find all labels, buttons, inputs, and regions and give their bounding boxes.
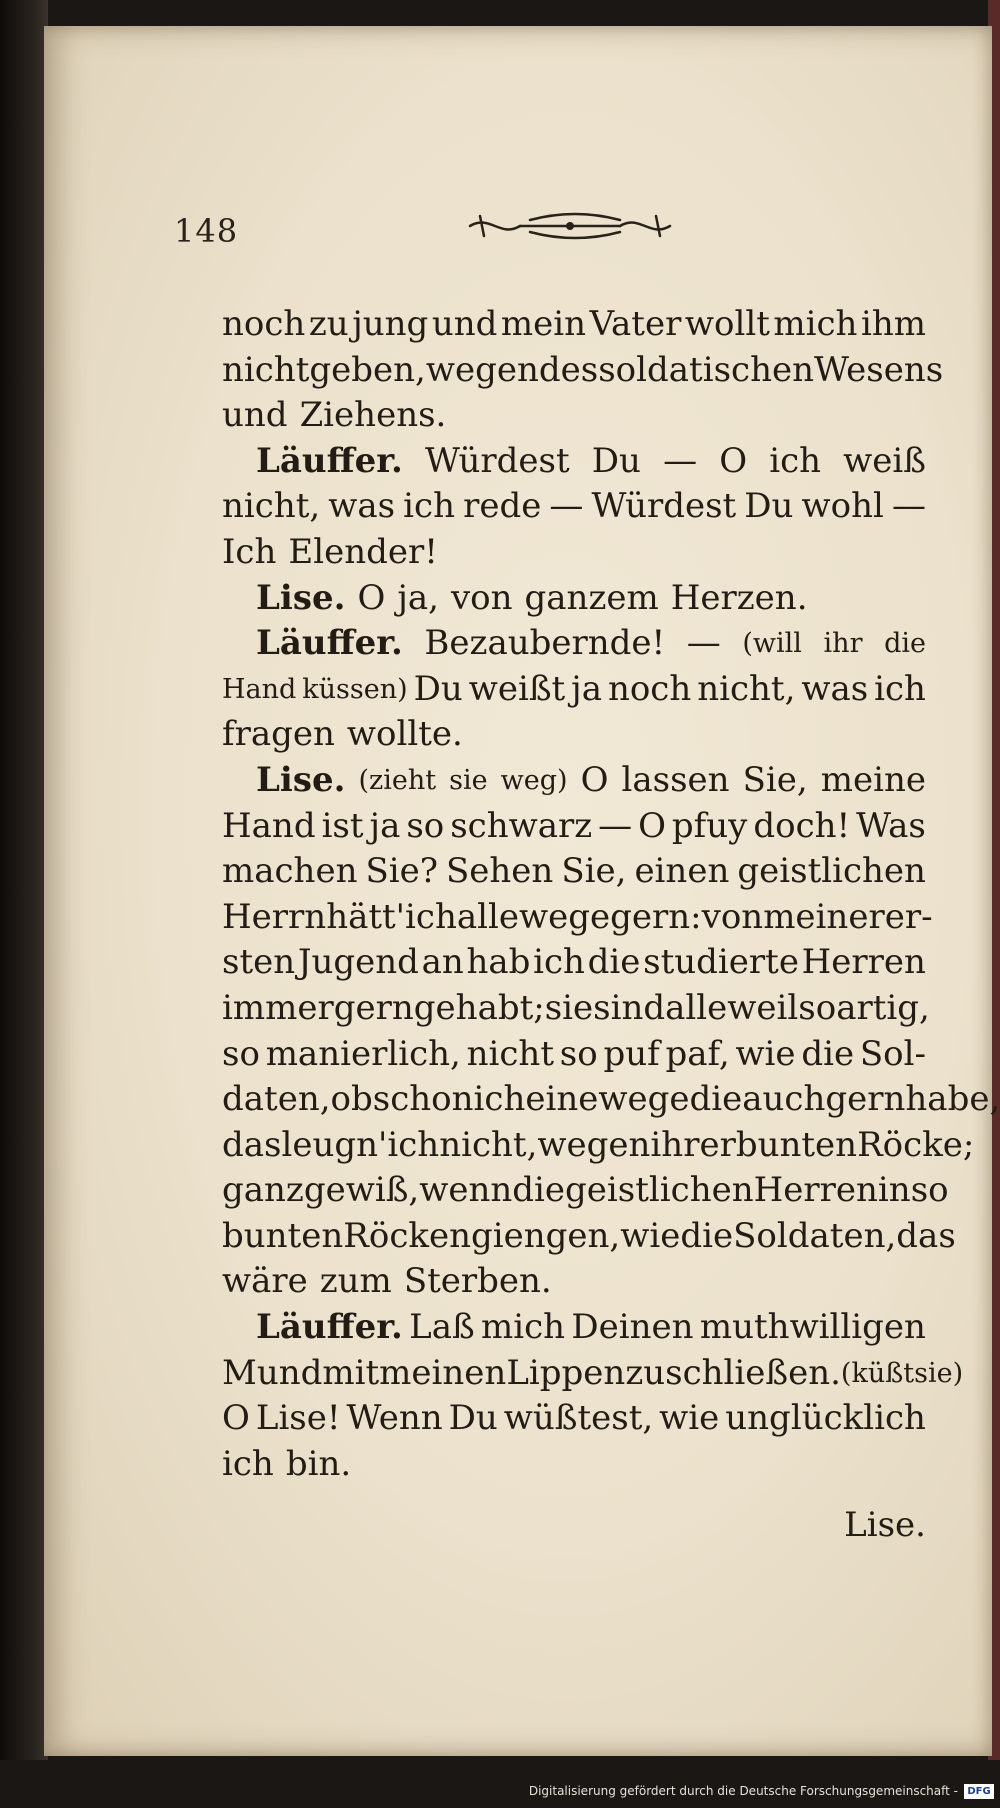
word: puf bbox=[603, 1033, 660, 1074]
text-line bbox=[222, 940, 926, 986]
word: wäre bbox=[222, 1261, 308, 1302]
word: Deinen bbox=[571, 1307, 694, 1348]
word: Lippen bbox=[506, 1352, 626, 1393]
word: Hand bbox=[222, 805, 316, 846]
word: Herren bbox=[801, 942, 926, 983]
word: daten, bbox=[222, 1079, 331, 1120]
word: O bbox=[638, 805, 666, 846]
word: wollt bbox=[684, 304, 770, 344]
text-line bbox=[222, 1077, 1000, 1123]
word: die bbox=[689, 1079, 743, 1120]
word: machen bbox=[222, 851, 358, 892]
word: — bbox=[663, 440, 698, 481]
word: Wenn bbox=[346, 1398, 443, 1439]
word: ich bbox=[405, 896, 457, 937]
word: er- bbox=[884, 896, 933, 937]
word: gern bbox=[333, 987, 414, 1028]
word: wollte. bbox=[346, 714, 463, 755]
word: von bbox=[701, 896, 764, 937]
word: (zieht bbox=[358, 764, 437, 796]
word: Hand bbox=[222, 673, 297, 705]
word: fragen bbox=[222, 714, 335, 755]
word: geistlichen bbox=[565, 1170, 754, 1211]
word: wegen bbox=[425, 349, 539, 390]
word: die bbox=[884, 628, 926, 660]
word: paf, bbox=[665, 1033, 730, 1074]
word: das bbox=[896, 1215, 956, 1256]
word: allewege bbox=[456, 896, 611, 937]
word: die bbox=[587, 942, 641, 983]
word: Würdest bbox=[591, 486, 737, 527]
word: wenn bbox=[419, 1170, 513, 1211]
word: noch bbox=[607, 668, 692, 709]
word: ich bbox=[473, 1079, 526, 1120]
word: manierlich, bbox=[265, 1033, 461, 1074]
word: giengen, bbox=[470, 1215, 621, 1256]
word: sind bbox=[593, 987, 666, 1028]
footer-credit: Digitalisierung gefördert durch die Deutsche Forschungsgemeinschaft - bbox=[528, 1784, 958, 1798]
catchword: Lise. bbox=[844, 1505, 926, 1546]
word: auch bbox=[742, 1079, 826, 1120]
word: ja, bbox=[397, 577, 439, 618]
word: sie bbox=[449, 764, 488, 796]
word: artig, bbox=[836, 987, 930, 1028]
text-line bbox=[222, 1214, 956, 1260]
text-line bbox=[222, 621, 926, 667]
word: studierte bbox=[643, 942, 799, 983]
word: unglücklich bbox=[725, 1398, 926, 1439]
word: jung bbox=[352, 304, 429, 344]
word: so bbox=[798, 987, 837, 1028]
catchword-line bbox=[222, 1503, 926, 1549]
word: Du bbox=[591, 440, 641, 481]
word: meine bbox=[820, 759, 926, 800]
word: Ziehens. bbox=[299, 395, 447, 436]
word: so bbox=[559, 1033, 598, 1074]
text-line bbox=[222, 1396, 926, 1442]
word: das bbox=[222, 1124, 282, 1165]
word: gern: bbox=[610, 896, 702, 937]
body-text bbox=[222, 302, 1000, 1549]
word: ja bbox=[571, 668, 602, 709]
word: sie) bbox=[914, 1357, 964, 1389]
text-line bbox=[222, 986, 930, 1032]
text-line bbox=[222, 667, 926, 713]
word: bin. bbox=[285, 1443, 352, 1484]
word: ihm bbox=[860, 304, 926, 344]
word: Herrn bbox=[222, 896, 327, 937]
word: gehabt; bbox=[413, 987, 545, 1028]
word: geben, bbox=[309, 349, 426, 390]
word: Soldaten, bbox=[733, 1215, 897, 1256]
word: des bbox=[538, 349, 599, 390]
word: — bbox=[598, 805, 633, 846]
word: einewege bbox=[525, 1079, 690, 1120]
word: küssen) bbox=[302, 673, 408, 705]
dfg-logo: DFG bbox=[964, 1784, 994, 1799]
word: zuschließen. bbox=[625, 1352, 841, 1393]
word: ganzem bbox=[524, 577, 659, 618]
text-line bbox=[222, 439, 926, 485]
word: Sie, bbox=[742, 759, 808, 800]
word: ich bbox=[769, 440, 822, 481]
word: so bbox=[222, 1033, 260, 1074]
word: hab bbox=[466, 942, 531, 983]
text-line bbox=[222, 804, 926, 850]
text-line bbox=[222, 1259, 926, 1305]
word: Sterben. bbox=[403, 1261, 552, 1302]
word: schwarz bbox=[450, 805, 593, 846]
word: Wesens bbox=[814, 349, 944, 390]
word: ich bbox=[533, 942, 585, 983]
word: Sie, bbox=[561, 851, 627, 892]
word: die bbox=[801, 1033, 855, 1074]
word: Läuffer. bbox=[256, 440, 403, 481]
word: nicht, bbox=[439, 1124, 538, 1165]
text-line bbox=[222, 1032, 926, 1078]
word: Bezaubernde! bbox=[424, 623, 666, 664]
word: nicht bbox=[222, 349, 310, 390]
word: wegen bbox=[537, 1124, 651, 1165]
word: so bbox=[910, 1170, 949, 1211]
word: ihrer bbox=[650, 1124, 736, 1165]
word: Sol- bbox=[859, 1033, 926, 1074]
word: (küßt bbox=[840, 1357, 915, 1389]
word: Herren bbox=[753, 1170, 878, 1211]
word: was bbox=[801, 668, 869, 709]
word: leugn' bbox=[281, 1124, 388, 1165]
text-line bbox=[222, 302, 926, 348]
word: meinen bbox=[379, 1352, 507, 1393]
text-line bbox=[222, 393, 926, 439]
word: — bbox=[549, 486, 584, 527]
word: O bbox=[719, 440, 748, 481]
word: Läuffer. bbox=[256, 1307, 403, 1348]
word: so bbox=[406, 805, 445, 846]
book-binding-left bbox=[0, 0, 48, 1760]
word: pfuy bbox=[671, 805, 748, 846]
word: Läuffer. bbox=[256, 623, 403, 664]
word: wie bbox=[620, 1215, 681, 1256]
word: ich bbox=[222, 1443, 274, 1484]
word: und bbox=[222, 395, 288, 436]
word: weg) bbox=[500, 764, 568, 796]
word: Du bbox=[448, 1398, 498, 1439]
word: noch bbox=[222, 304, 306, 344]
word: weißt bbox=[468, 668, 566, 709]
word: gern bbox=[825, 1079, 906, 1120]
text-line bbox=[222, 1168, 949, 1214]
word: ganz bbox=[222, 1170, 304, 1211]
word: mich bbox=[773, 304, 858, 344]
word: ja bbox=[369, 805, 401, 846]
word: meiner bbox=[763, 896, 885, 937]
word: die bbox=[680, 1215, 734, 1256]
word: habe, bbox=[905, 1079, 1000, 1120]
word: ich bbox=[403, 486, 455, 527]
text-line bbox=[222, 849, 926, 895]
word: von bbox=[450, 577, 513, 618]
word: Würdest bbox=[424, 440, 570, 481]
header-ornament-icon bbox=[460, 204, 680, 248]
word: die bbox=[512, 1170, 566, 1211]
word: hätt' bbox=[326, 896, 406, 937]
word: wie bbox=[735, 1033, 796, 1074]
word: mich bbox=[481, 1307, 566, 1348]
footer-bar bbox=[0, 1760, 1000, 1808]
word: Röcken bbox=[343, 1215, 471, 1256]
word: Herzen. bbox=[670, 577, 808, 618]
word: und bbox=[431, 304, 498, 344]
word: obschon bbox=[330, 1079, 474, 1120]
word: was bbox=[328, 486, 396, 527]
word: gewiß, bbox=[303, 1170, 420, 1211]
page-number: 148 bbox=[174, 212, 239, 250]
word: zu bbox=[308, 304, 349, 344]
text-line bbox=[222, 1442, 926, 1488]
word: Lise. bbox=[256, 577, 346, 618]
word: rede bbox=[463, 486, 542, 527]
word: wie bbox=[659, 1398, 720, 1439]
word: in bbox=[877, 1170, 911, 1211]
word: Sehen bbox=[445, 851, 554, 892]
word: sten bbox=[222, 942, 296, 983]
text-line bbox=[222, 576, 926, 622]
word: alleweil bbox=[665, 987, 799, 1028]
word: weiß bbox=[843, 440, 926, 481]
word: einen bbox=[634, 851, 730, 892]
word: zum bbox=[319, 1261, 392, 1302]
word: bunten bbox=[735, 1124, 858, 1165]
word: wüßtest, bbox=[503, 1398, 654, 1439]
word: — bbox=[891, 486, 926, 527]
word: Ich bbox=[222, 531, 277, 572]
word: Vater bbox=[589, 304, 682, 344]
word: nicht bbox=[466, 1033, 554, 1074]
word: Röcke; bbox=[857, 1124, 975, 1165]
text-line bbox=[222, 484, 926, 530]
text-line bbox=[222, 758, 926, 804]
word: nicht, bbox=[222, 486, 321, 527]
word: Du bbox=[413, 668, 463, 709]
word: Du bbox=[744, 486, 794, 527]
word: Jugend bbox=[297, 942, 419, 983]
word: immer bbox=[222, 987, 334, 1028]
word: (will bbox=[742, 628, 802, 660]
word: Lise. bbox=[256, 759, 346, 800]
text-line bbox=[222, 348, 944, 394]
word: geistlichen bbox=[737, 851, 926, 892]
word: wohl bbox=[801, 486, 884, 527]
word: mein bbox=[500, 304, 587, 344]
word: muthwilligen bbox=[699, 1307, 926, 1348]
text-line bbox=[222, 530, 926, 576]
text-line bbox=[222, 712, 926, 758]
word: soldatischen bbox=[598, 349, 814, 390]
word: ihr bbox=[823, 628, 863, 660]
word: O bbox=[580, 759, 609, 800]
word: ich bbox=[387, 1124, 440, 1165]
text-line bbox=[222, 1123, 975, 1169]
word: lassen bbox=[621, 759, 730, 800]
word: Was bbox=[856, 805, 926, 846]
word: ist bbox=[321, 805, 364, 846]
word: Elender! bbox=[288, 531, 438, 572]
word: Laß bbox=[409, 1307, 475, 1348]
word: ich bbox=[874, 668, 926, 709]
word: — bbox=[686, 623, 721, 664]
text-line bbox=[222, 1351, 964, 1397]
word: Mund bbox=[222, 1352, 323, 1393]
word: O bbox=[357, 577, 386, 618]
word: sie bbox=[544, 987, 594, 1028]
word: bunten bbox=[222, 1215, 344, 1256]
text-line bbox=[222, 895, 933, 941]
word: Sie? bbox=[365, 851, 438, 892]
word: an bbox=[421, 942, 464, 983]
word: O bbox=[222, 1398, 250, 1439]
word: Lise! bbox=[255, 1398, 341, 1439]
text-line bbox=[222, 1305, 926, 1351]
word: doch! bbox=[753, 805, 851, 846]
word: nicht, bbox=[697, 668, 796, 709]
word: mit bbox=[322, 1352, 380, 1393]
